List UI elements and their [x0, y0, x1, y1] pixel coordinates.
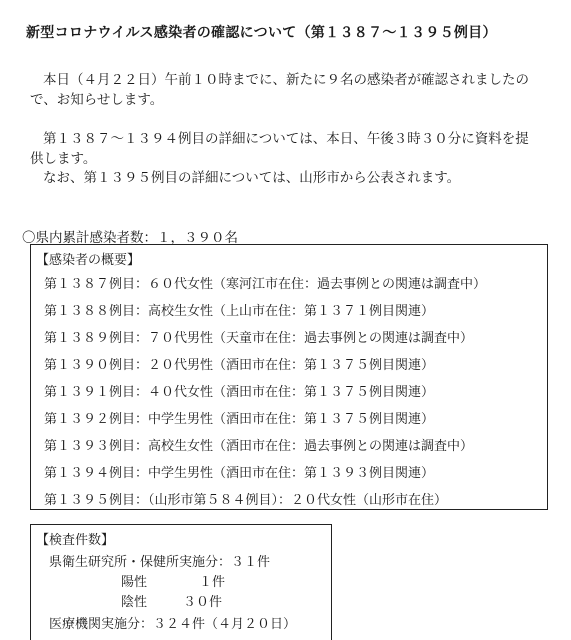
case-summary-heading: 【感染者の概要】 [36, 253, 141, 268]
prefectural-tests: 県衛生研究所・保健所実施分：３１件 [49, 555, 271, 570]
negative-value: ３０件 [183, 595, 223, 610]
case-item: 第１３９３例目：高校生女性（酒田市在住：過去事例との関連は調査中） [44, 439, 474, 454]
case-item: 第１３９１例目：４０代女性（酒田市在住：第１３７５例目関連） [44, 385, 435, 400]
case-summary-box [30, 244, 548, 510]
case-item: 第１３８９例目：７０代男性（天童市在住：過去事例との関連は調査中） [44, 331, 474, 346]
positive-label: 陽性 [121, 575, 148, 590]
total-cases: 〇県内累計感染者数：１，３９０名 [22, 230, 238, 246]
case-list [44, 275, 486, 518]
yamagata-note-paragraph: なお、第１３９５例目の詳細については、山形市から公表されます。 [43, 170, 461, 186]
case-item: 第１３８７例目：６０代女性（寒河江市在住：過去事例との関連は調査中） [44, 277, 487, 292]
case-item: 第１３９０例目：２０代男性（酒田市在住：第１３７５例目関連） [44, 358, 435, 373]
case-item: 第１３９４例目：中学生男性（酒田市在住：第１３９３例目関連） [44, 466, 435, 481]
case-item: 第１３９５例目：（山形市第５８４例目）：２０代女性（山形市在住） [44, 493, 448, 508]
medical-institution-tests: 医療機関実施分：３２４件（４月２０日） [49, 617, 297, 632]
test-count-box [30, 524, 332, 640]
negative-label: 陰性 [121, 595, 148, 610]
announcement-paragraph: 本日（４月２２日）午前１０時までに、新たに９名の感染者が確認されましたので、お知らせします。 [30, 72, 529, 108]
positive-value: １件 [199, 575, 226, 590]
details-paragraph: 第１３８７～１３９４例目の詳細については、本日、午後３時３０分に資料を提供します。 [30, 131, 529, 167]
case-item: 第１３９２例目：中学生男性（酒田市在住：第１３７５例目関連） [44, 412, 435, 427]
test-count-heading: 【検査件数】 [36, 533, 115, 548]
case-item: 第１３８８例目：高校生女性（上山市在住：第１３７１例目関連） [44, 304, 435, 319]
page-title: 新型コロナウイルス感染者の確認について（第１３８７～１３９５例目） [26, 25, 497, 41]
